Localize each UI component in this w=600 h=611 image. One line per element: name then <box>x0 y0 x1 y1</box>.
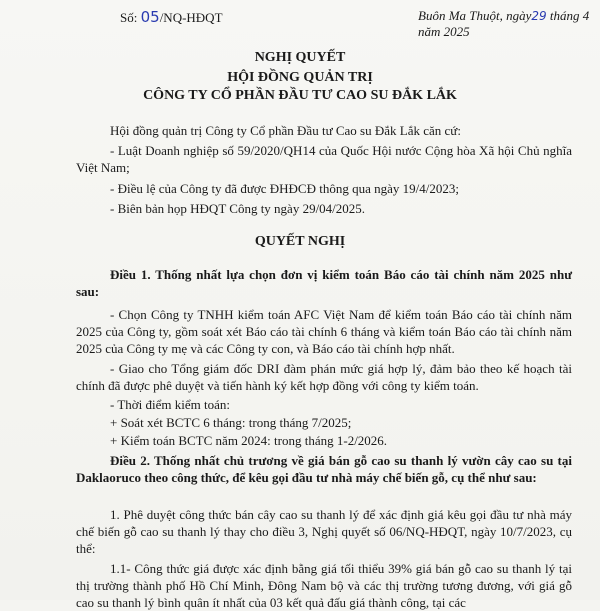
article-1-para-5: + Kiểm toán BCTC năm 2024: trong tháng 1-2/2026. <box>110 433 388 448</box>
article-1-heading: Điều 1. Thống nhất lựa chọn đơn vị kiểm toán Báo cáo tài chính năm 2025 như sau: <box>76 267 572 299</box>
title-company: CÔNG TY CỔ PHẦN ĐẦU TƯ CAO SU ĐẮK LẮK <box>143 88 457 103</box>
document-date <box>418 8 590 40</box>
article-1-para-4: + Soát xét BCTC 6 tháng: trong tháng 7/2025; <box>110 415 352 430</box>
title-board: HỘI ĐỒNG QUẢN TRỊ <box>227 70 373 85</box>
basis-item-3: - Biên bản họp HĐQT Công ty ngày 29/04/2025. <box>110 201 366 216</box>
title-resolution: NGHỊ QUYẾT <box>254 50 346 65</box>
document-number <box>120 8 223 26</box>
article-1-para-1: - Chọn Công ty TNHH kiểm toán AFC Việt Nam để kiểm toán Báo cáo tài chính năm 2025 của Công ty, gồm soát xét Báo cáo tài chính 6 tháng và kiểm toán Báo cáo tài chính năm 2025 của Công ty mẹ và các Công ty con, và Báo cáo tài chính hợp nhất. <box>76 307 572 356</box>
number-prefix: Số: <box>120 10 138 25</box>
article-2-para-1: 1. Phê duyệt công thức bán cây cao su thanh lý để xác định giá kêu gọi đầu tư nhà máy chế biến gỗ cao su thanh lý thay cho điều 3, Nghị quyết số 06/NQ-HĐQT, ngày 10/7/2023, cụ thể: <box>76 507 572 556</box>
date-place: Buôn Ma Thuột, ngày <box>418 8 532 23</box>
article-2-para-2: 1.1- Công thức giá được xác định bằng giá tối thiểu 39% giá bán gỗ cao su thanh lý tại thị trường thành phố Hồ Chí Minh, Đông Nam bộ và các thị trường tương đương, với giá gỗ cao su thanh lý bình quân ít nhất của 03 kết quả đấu giá thành công, tại các <box>76 561 572 610</box>
section-title: QUYẾT NGHỊ <box>254 234 346 249</box>
number-suffix: /NQ-HĐQT <box>159 10 223 25</box>
basis-intro: Hội đồng quản trị Công ty Cổ phần Đầu tư Cao su Đắk Lắk căn cứ: <box>110 123 461 138</box>
handwritten-day: 29 <box>531 9 547 23</box>
date-month-year: tháng 4 năm 2025 <box>418 8 590 39</box>
basis-item-1: - Luật Doanh nghiệp số 59/2020/QH14 của Quốc Hội nước Cộng hòa Xã hội Chủ nghĩa Việt Nam; <box>76 143 572 175</box>
article-2-heading: Điều 2. Thống nhất chủ trương về giá bán gỗ cao su thanh lý vườn cây cao su tại Daklaoruco theo công thức, để kêu gọi đầu tư nhà máy chế biến gỗ, cụ thể như sau: <box>76 453 572 485</box>
article-1-para-3: - Thời điểm kiểm toán: <box>110 397 231 412</box>
basis-item-2: - Điều lệ của Công ty đã được ĐHĐCĐ thông qua ngày 19/4/2023; <box>110 181 459 196</box>
article-1-para-2: - Giao cho Tổng giám đốc DRI đàm phán mức giá hợp lý, đảm bảo theo kế hoạch tài chính đã được phê duyệt và tiến hành ký kết hợp đồng với công ty kiểm toán. <box>76 361 572 393</box>
handwritten-number: 05 <box>140 8 160 26</box>
